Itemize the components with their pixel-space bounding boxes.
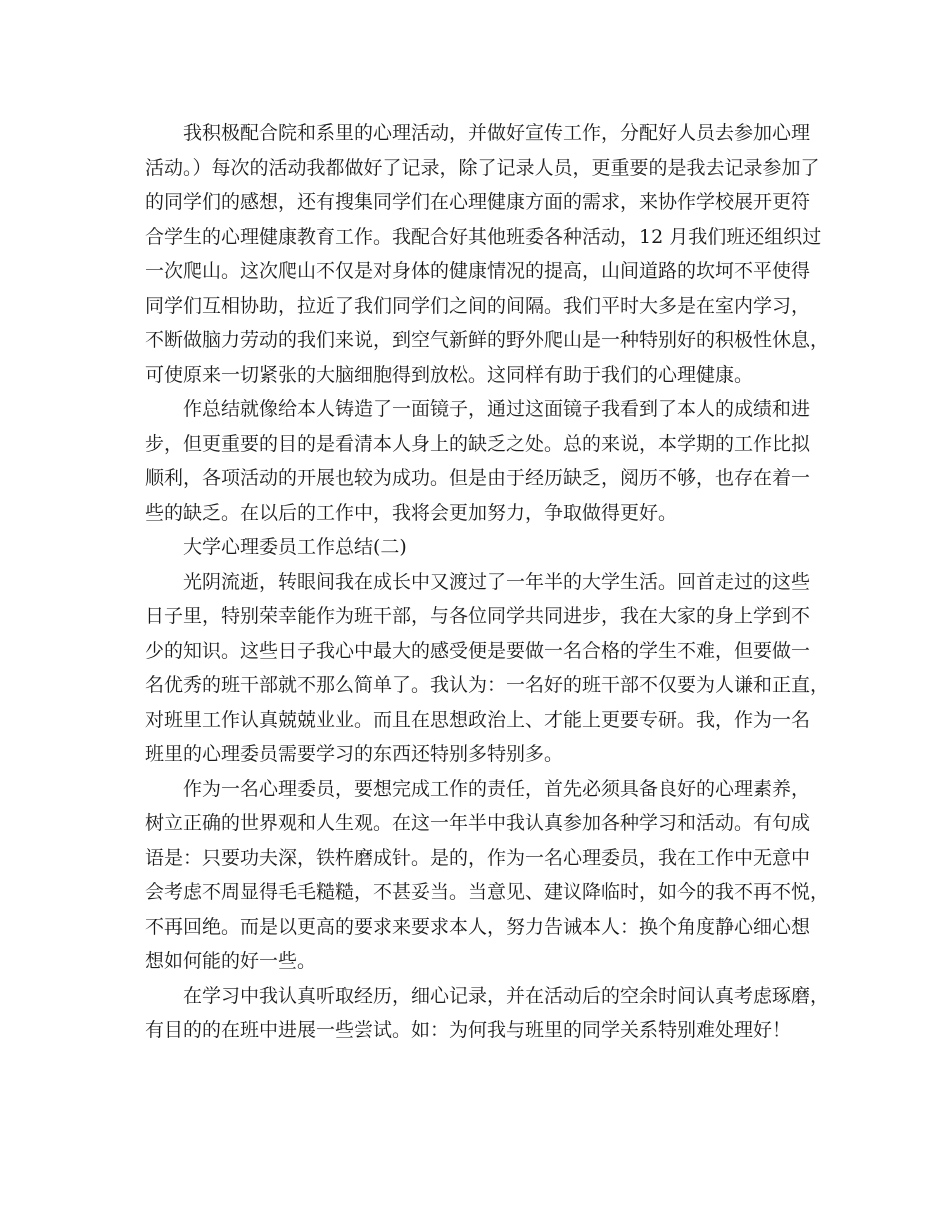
document-body xyxy=(145,116,830,1048)
text-line: 可使原来一切紧张的大脑细胞得到放松。这同样有助于我们的心理健康。 xyxy=(145,363,754,386)
text-line: 顺利，各项活动的开展也较为成功。但是由于经历缺乏，阅历不够，也存在着一 xyxy=(145,467,811,489)
paragraph xyxy=(145,772,830,979)
text-line: 活动。）每次的活动我都做好了记录，除了记录人员，更重要的是我去记录参加了 xyxy=(145,156,820,179)
text-line: 我积极配合院和系里的心理活动，并做好宣传工作，分配好人员去参加心理 xyxy=(183,122,811,144)
text-line: 日子里，特别荣幸能作为班干部，与各位同学共同进步，我在大家的身上学到不 xyxy=(145,605,811,627)
section-heading xyxy=(145,530,808,565)
text-line: 作为一名心理委员，要想完成工作的责任，首先必须具备良好的心理素养， xyxy=(183,777,811,800)
text-line: 语是：只要功夫深，铁杵磨成针。是的，作为一名心理委员，我在工作中无意中 xyxy=(145,846,811,869)
text-line: 会考虑不周显得毛毛糙糙，不甚妥当。当意见、建议降临时，如今的我不再不悦， xyxy=(145,881,830,903)
text-line: 些的缺乏。在以后的工作中，我将会更加努力，争取做得更好。 xyxy=(145,501,678,524)
text-line: 作总结就像给本人铸造了一面镜子，通过这面镜子我看到了本人的成绩和进 xyxy=(183,398,811,420)
heading-text: 大学心理委员工作总结(二) xyxy=(183,536,407,558)
text-line: 同学们互相协助，拉近了我们同学们之间的间隔。我们平时大多是在室内学习， xyxy=(145,294,811,317)
text-line: 名优秀的班干部就不那么简单了。我认为：一名好的班干部不仅要为人谦和正直， xyxy=(145,674,830,696)
text-line: 光阴流逝，转眼间我在成长中又渡过了一年半的大学生活。回首走过的这些 xyxy=(183,570,811,593)
text-line: 一次爬山。这次爬山不仅是对身体的健康情况的提高，山间道路的坎坷不平使得 xyxy=(145,260,811,282)
text-line: 步，但更重要的目的是看清本人身上的缺乏之处。总的来说，本学期的工作比拟 xyxy=(145,432,811,455)
text-line: 的同学们的感想，还有搜集同学们在心理健康方面的需求，来协作学校展开更符 xyxy=(145,191,811,213)
text-line: 合学生的心理健康教育工作。我配合好其他班委各种活动，12 月我们班还组织过 xyxy=(145,225,822,248)
text-line: 树立正确的世界观和人生观。在这一年半中我认真参加各种学习和活动。有句成 xyxy=(145,812,811,834)
paragraph xyxy=(145,392,811,530)
text-line: 有目的的在班中进展一些尝试。如：为何我与班里的同学关系特别难处理好！ xyxy=(145,1019,792,1041)
text-line: 对班里工作认真兢兢业业。而且在思想政治上、才能上更要专研。我，作为一名 xyxy=(145,708,811,731)
text-line: 班里的心理委员需要学习的东西还特别多特别多。 xyxy=(145,743,564,765)
paragraph xyxy=(145,565,830,772)
paragraph xyxy=(145,979,830,1048)
text-line: 想如何能的好一些。 xyxy=(145,950,317,972)
text-line: 在学习中我认真听取经历，细心记录，并在活动后的空余时间认真考虑琢磨， xyxy=(183,984,830,1007)
text-line: 不再回绝。而是以更高的要求来要求本人，努力告诫本人：换个角度静心细心想 xyxy=(145,915,811,938)
text-line: 少的知识。这些日子我心中最大的感受便是要做一名合格的学生不难，但要做一 xyxy=(145,639,811,662)
text-line: 不断做脑力劳动的我们来说，到空气新鲜的野外爬山是一种特别好的积极性休息， xyxy=(145,329,830,351)
paragraph xyxy=(145,116,830,392)
